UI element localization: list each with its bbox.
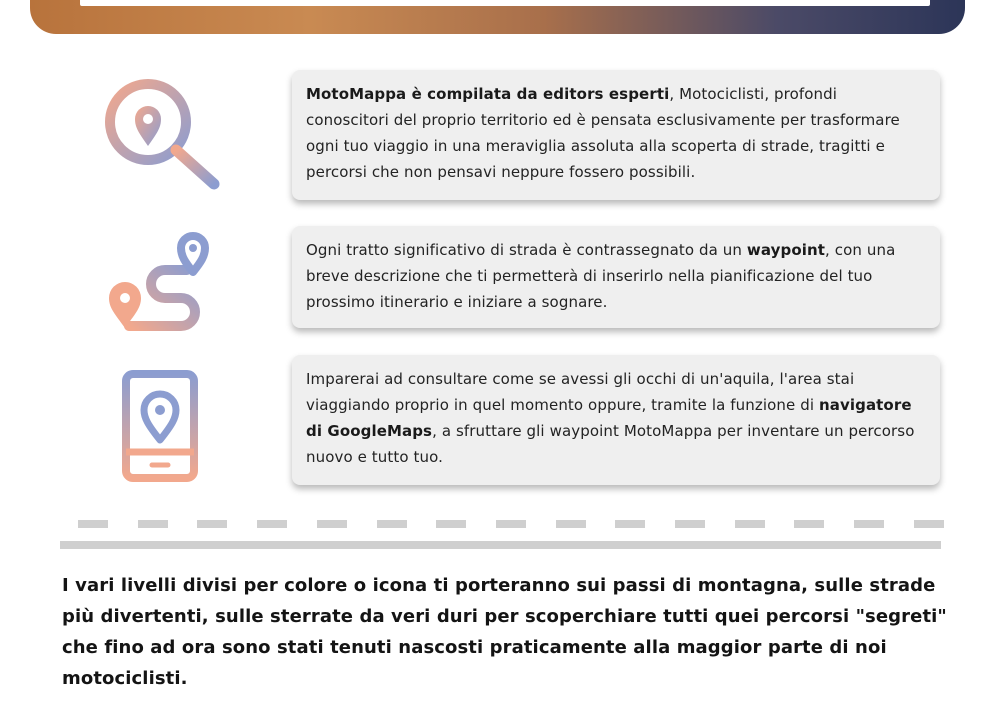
- dash: [78, 520, 108, 528]
- dash: [496, 520, 526, 528]
- dash: [556, 520, 586, 528]
- feature-text: [306, 366, 924, 470]
- feature-card-navigator: [292, 355, 940, 485]
- dash: [377, 520, 407, 528]
- solid-divider: [60, 541, 941, 549]
- dash: [735, 520, 765, 528]
- feature-text-bold: navigatore di GoogleMaps: [306, 396, 912, 440]
- map-pin-magnifier-icon: [100, 72, 225, 197]
- dash: [317, 520, 347, 528]
- feature-text-bold: waypoint: [746, 241, 826, 259]
- feature-text-regular: , a sfruttare gli waypoint MotoMappa per inventare un percorso nuovo e tutto tuo.: [306, 422, 915, 466]
- dash: [615, 520, 645, 528]
- dash: [794, 520, 824, 528]
- feature-text: [306, 81, 924, 185]
- banner-inner-panel: [80, 0, 930, 6]
- dash: [197, 520, 227, 528]
- route-waypoint-icon: [103, 228, 218, 336]
- feature-text-regular: , con una breve descrizione che ti permetterà di inserirlo nella pianificazione del tuo prossimo itinerario e iniziare a sognare.: [306, 241, 896, 311]
- dash: [675, 520, 705, 528]
- dash: [854, 520, 884, 528]
- feature-text-bold: MotoMappa è compilata da editors esperti: [306, 85, 670, 103]
- dash: [257, 520, 287, 528]
- feature-text-regular: , Motociclisti, profondi conoscitori del proprio territorio ed è pensata esclusivamente per trasformare ogni tuo viaggio in una meraviglia assoluta alla scoperta di strade, tragitti e percorsi che non pensavi neppure fossero possibili.: [306, 85, 900, 181]
- dash: [914, 520, 944, 528]
- dashed-divider: [78, 520, 944, 528]
- feature-card-editors: [292, 70, 940, 200]
- bottom-paragraph: I vari livelli divisi per colore o icona ti porteranno sui passi di montagna, sulle strade più divertenti, sulle sterrate da veri duri per scoperchiare tutti quei percorsi "segreti" che fino ad ora sono stati tenuti nascosti praticamente alla maggior parte di noi motociclisti.: [62, 575, 947, 689]
- feature-text-regular: Ogni tratto significativo di strada è contrassegnato da un: [306, 241, 747, 259]
- feature-text-regular: Imparerai ad consultare come se avessi gli occhi di un'aquila, l'area stai viaggiando proprio in quel momento oppure, tramite la funzione di: [306, 370, 855, 414]
- dash: [138, 520, 168, 528]
- smartphone-location-icon: [122, 370, 198, 482]
- top-banner: [30, 0, 965, 34]
- feature-card-waypoint: [292, 226, 940, 328]
- feature-text: [306, 237, 924, 315]
- dash: [436, 520, 466, 528]
